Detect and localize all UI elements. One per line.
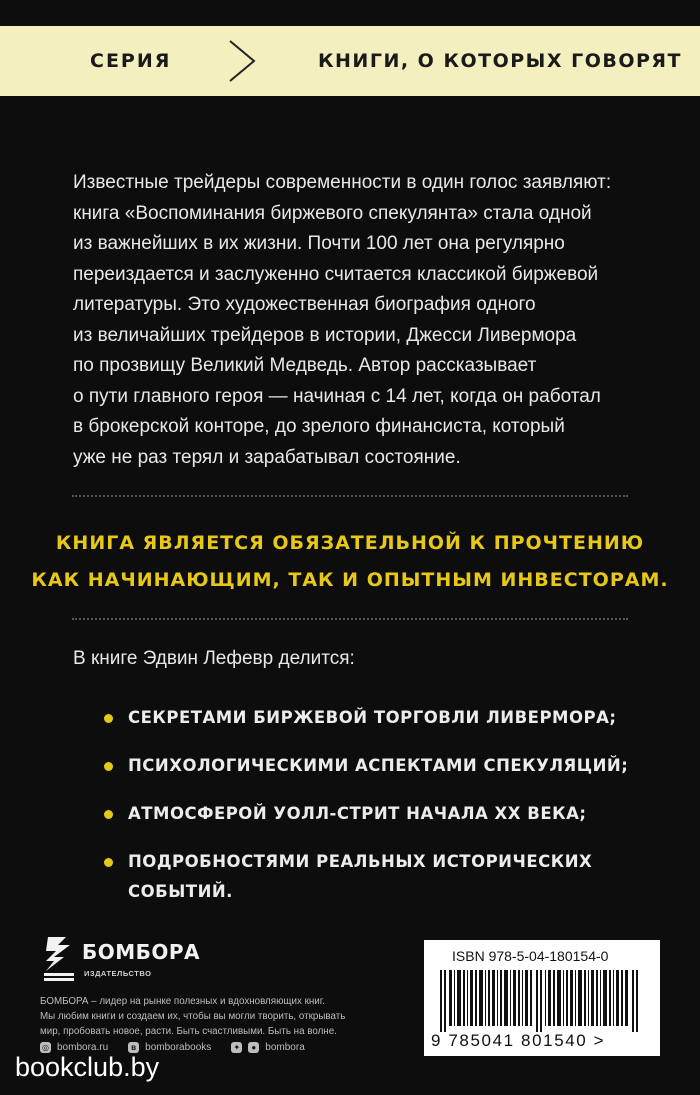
- chevron-right-icon: [220, 37, 268, 85]
- bullet-list: [104, 703, 664, 901]
- barcode-digits: 9 785041 801540 >: [431, 1031, 606, 1050]
- publisher-text-line: мир, пробовать новое, расти. Быть счастливыми. Быть на волне.: [40, 1026, 337, 1037]
- description-line: в брокерской конторе, до зрелого финансиста, который: [73, 416, 565, 437]
- publisher-logo-icon: [40, 935, 80, 983]
- publisher-logo: [40, 935, 200, 995]
- highlight-line: КНИГА ЯВЛЯЕТСЯ ОБЯЗАТЕЛЬНОЙ К ПРОЧТЕНИЮ: [55, 532, 645, 554]
- publisher-text-line: БОМБОРА – лидер на рынке полезных и вдохновляющих книг.: [40, 996, 325, 1007]
- social-media-icon: ●: [248, 1042, 259, 1053]
- series-banner: [0, 26, 700, 96]
- publisher-description: [40, 994, 410, 1039]
- publisher-text-line: Мы любим книги и создаем их, чтобы вы могли творить, открывать: [40, 1011, 346, 1022]
- description-line: Известные трейдеры современности в один голос заявляют:: [73, 172, 612, 193]
- list-item-text: АТМОСФЕРОЙ УОЛЛ-СТРИТ НАЧАЛА XX ВЕКА;: [128, 804, 587, 823]
- series-name: КНИГИ, О КОТОРЫХ ГОВОРЯТ: [318, 50, 683, 72]
- bullet-dot-icon: [104, 858, 113, 867]
- social-link[interactable]: bombora: [265, 1041, 305, 1053]
- description-line: литературы. Это художественная биография одного: [73, 294, 536, 315]
- barcode-icon: [440, 970, 640, 1032]
- description-line: переиздается и заслуженно считается классикой биржевой: [73, 263, 599, 285]
- vk-icon: в: [128, 1042, 139, 1053]
- isbn-number: ISBN 978-5-04-180154-0: [452, 948, 609, 964]
- highlight-line: КАК НАЧИНАЮЩИМ, ТАК И ОПЫТНЫМ ИНВЕСТОРАМ.: [31, 569, 669, 591]
- dotted-divider: [72, 495, 628, 497]
- publisher-name: БОМБОРА: [82, 940, 201, 964]
- list-item-text: ПОДРОБНОСТЯМИ РЕАЛЬНЫХ ИСТОРИЧЕСКИХ СОБЫТИЙ.: [128, 852, 593, 901]
- description-line: о пути главного героя — начиная с 14 лет, когда он работал: [73, 385, 601, 407]
- description-line: из важнейших в их жизни. Почти 100 лет она регулярно: [73, 233, 565, 254]
- bullet-intro: В книге Эдвин Лефевр делится:: [73, 648, 355, 669]
- book-description: [73, 168, 633, 473]
- list-item: [104, 847, 664, 901]
- highlight-statement: [0, 525, 700, 599]
- description-line: уже не раз терял и зарабатывал состояние.: [73, 446, 461, 468]
- bullet-dot-icon: [104, 810, 113, 819]
- website-link[interactable]: bombora.ru: [57, 1041, 109, 1053]
- series-label: СЕРИЯ: [90, 50, 172, 72]
- social-media-icon: ✦: [231, 1042, 242, 1053]
- vk-link[interactable]: bomborabooks: [145, 1041, 212, 1053]
- bullet-dot-icon: [104, 714, 113, 723]
- list-item: [104, 799, 664, 847]
- description-line: книга «Воспоминания биржевого спекулянта» стала одной: [73, 202, 592, 224]
- publisher-subtitle: ИЗДАТЕЛЬСТВО: [84, 969, 152, 978]
- dotted-divider: [72, 618, 628, 620]
- list-item-text: СЕКРЕТАМИ БИРЖЕВОЙ ТОРГОВЛИ ЛИВЕРМОРА;: [128, 708, 617, 727]
- list-item: [104, 703, 664, 751]
- globe-icon: ◎: [40, 1042, 51, 1053]
- list-item-text: ПСИХОЛОГИЧЕСКИМИ АСПЕКТАМИ СПЕКУЛЯЦИЙ;: [128, 756, 629, 775]
- bullet-dot-icon: [104, 762, 113, 771]
- description-line: по прозвищу Великий Медведь. Автор рассказывает: [73, 355, 537, 376]
- watermark: bookclub.by: [15, 1052, 160, 1082]
- description-line: из величайших трейдеров в истории, Джесси Ливермора: [73, 324, 577, 346]
- list-item: [104, 751, 664, 799]
